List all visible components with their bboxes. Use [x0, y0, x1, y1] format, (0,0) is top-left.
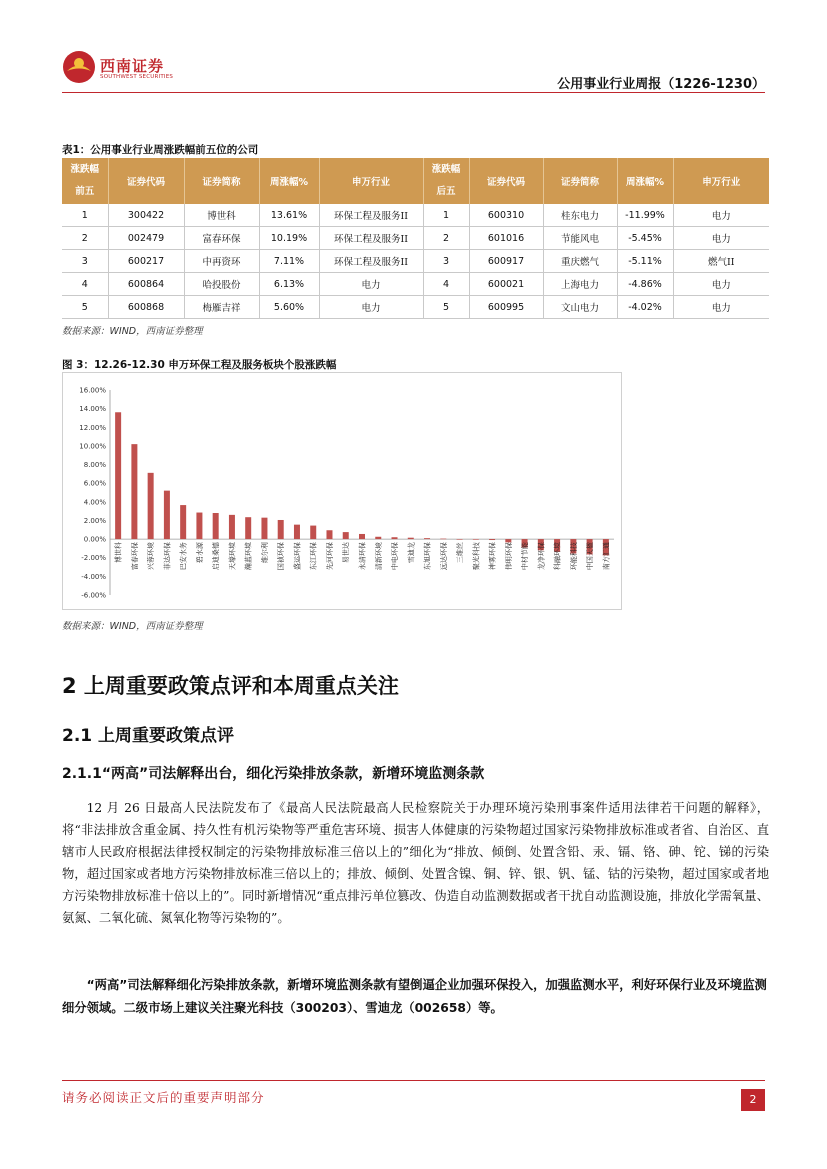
table-cell: 4 — [62, 273, 108, 296]
table-cell: 6.13% — [259, 273, 319, 296]
x-tick-label: 中材节能 — [521, 542, 530, 571]
bar — [261, 518, 267, 539]
x-tick-label: 三维丝 — [456, 542, 465, 564]
table-cell: 5 — [423, 296, 469, 319]
y-tick-label: 8.00% — [83, 461, 106, 470]
bar — [294, 525, 300, 539]
body-paragraph: 12 月 26 日最高人民法院发布了《最高人民法院最高人民检察院关于办理环境污染刑事案件适用法律若干问题的解释》，将“非法排放含重金属、持久性有机污染物等严重危害环境、损害人体健康的污染物超过国家污染物排放标准或者省、自治区、直辖市人民政府根据法律授权制定的污染物排放标准三倍以上的”细化为“排放、倾倒、处置含铅、汞、镉、铬、砷、铊、锑的污染物，超过国家或者地方污染物排放标准三倍以上的；排放、倾倒、处置含镍、铜、锌、银、钒、锰、钴的污染物，超过国家或者地方污染物排放标准十倍以上的”。同时新增情况“重点排污单位篡改、伪造自动监测数据或者干扰自动监测设施，排放化学需氧量、氨氮、二氧化硫、氮氧化物等污染物的”。 — [62, 801, 769, 925]
col-header: 周涨幅% — [259, 158, 319, 204]
bar — [343, 532, 349, 539]
bar — [148, 473, 154, 539]
table-cell: 601016 — [469, 227, 543, 250]
table-cell: 环保工程及服务II — [319, 250, 423, 273]
bar — [278, 520, 284, 539]
y-tick-label: 6.00% — [83, 479, 106, 488]
table-cell: 文山电力 — [543, 296, 617, 319]
x-tick-label: 伟明环保 — [504, 542, 513, 571]
bar — [505, 539, 511, 542]
col-header: 证券代码 — [108, 158, 184, 204]
x-tick-label: 永清环保 — [358, 542, 367, 571]
y-tick-label: 16.00% — [79, 386, 106, 395]
y-tick-label: 4.00% — [83, 498, 106, 507]
table-cell: 4 — [423, 273, 469, 296]
x-tick-label: 科融环境 — [553, 542, 562, 571]
table-row — [62, 296, 769, 319]
table-header-row — [62, 158, 769, 204]
subsubsection-heading: 2.1.1“两高”司法解释出台，细化污染排放条款，新增环境监测条款 — [62, 766, 485, 782]
table-cell: -4.86% — [617, 273, 673, 296]
bar — [229, 515, 235, 539]
table-cell: 600995 — [469, 296, 543, 319]
table-row — [62, 204, 769, 227]
x-tick-label: 维尔利 — [260, 542, 269, 564]
brand-name: 西南证券 — [100, 57, 165, 75]
table-cell: 环保工程及服务II — [319, 227, 423, 250]
col-header: 申万行业 — [673, 158, 769, 204]
table-cell: 5 — [62, 296, 108, 319]
bar — [392, 537, 398, 539]
table-cell: 富春环保 — [184, 227, 259, 250]
x-tick-label: 博世科 — [114, 542, 123, 564]
report-title: 公用事业行业周报（1226-1230） — [557, 77, 765, 92]
table-cell: 电力 — [673, 227, 769, 250]
bar — [440, 539, 446, 540]
table-row — [62, 273, 769, 296]
bar — [457, 539, 463, 540]
x-tick-label: 国祯环保 — [277, 542, 286, 571]
table-cell: 电力 — [319, 296, 423, 319]
col-header: 涨跌幅后五 — [423, 158, 469, 204]
table-cell: -5.11% — [617, 250, 673, 273]
table-cell: 中再资环 — [184, 250, 259, 273]
page-number: 2 — [741, 1089, 765, 1111]
y-tick-label: -4.00% — [81, 572, 106, 581]
bar — [489, 539, 495, 540]
x-tick-label: 神雾环保 — [488, 542, 497, 571]
table-cell: -11.99% — [617, 204, 673, 227]
x-tick-label: 先河环保 — [325, 542, 334, 571]
table-cell: 300422 — [108, 204, 184, 227]
table-cell: 电力 — [673, 296, 769, 319]
table-cell: 7.11% — [259, 250, 319, 273]
table-row — [62, 250, 769, 273]
col-header: 证券简称 — [543, 158, 617, 204]
x-tick-label: 东旭环保 — [423, 542, 432, 571]
col-header: 申万行业 — [319, 158, 423, 204]
brand-name-en: SOUTHWEST SECURITIES — [100, 74, 174, 80]
col-header: 证券简称 — [184, 158, 259, 204]
bar — [180, 505, 186, 539]
bar — [115, 412, 121, 539]
x-tick-label: 环能科技 — [569, 542, 578, 571]
x-tick-label: 启迪桑德 — [212, 542, 221, 571]
x-tick-label: 南方汇通 — [602, 542, 611, 571]
table-cell: -4.02% — [617, 296, 673, 319]
x-tick-label: 碧水源 — [195, 542, 204, 564]
table-cell: 桂东电力 — [543, 204, 617, 227]
table-cell: 节能风电 — [543, 227, 617, 250]
chart-caption: 图 3：12.26-12.30 申万环保工程及服务板块个股涨跌幅 — [62, 359, 337, 371]
bar — [473, 539, 479, 540]
col-header: 涨跌幅前五 — [62, 158, 108, 204]
x-tick-label: 远达环保 — [439, 542, 448, 571]
table-cell: 电力 — [319, 273, 423, 296]
x-tick-label: 瀚蓝环境 — [244, 542, 253, 571]
x-tick-label: 中国天楹 — [586, 542, 595, 571]
stock-change-bar-chart — [62, 372, 622, 610]
y-tick-label: 10.00% — [79, 442, 106, 451]
chart-frame — [63, 373, 622, 610]
table-cell: 10.19% — [259, 227, 319, 250]
chart-source: 数据来源：WIND，西南证券整理 — [62, 621, 203, 632]
disclaimer-notice: 请务必阅读正文后的重要声明部分 — [62, 1090, 265, 1105]
table-cell: 600217 — [108, 250, 184, 273]
x-tick-label: 菲达环保 — [163, 542, 172, 571]
table-cell: 002479 — [108, 227, 184, 250]
table-cell: -5.45% — [617, 227, 673, 250]
table-cell: 博世科 — [184, 204, 259, 227]
bar — [310, 526, 316, 540]
bar — [131, 444, 137, 539]
col-header: 证券代码 — [469, 158, 543, 204]
y-tick-label: -2.00% — [81, 554, 106, 563]
logo-mark-icon — [62, 50, 96, 84]
x-tick-label: 盛运环保 — [293, 542, 302, 571]
y-tick-label: 14.00% — [79, 405, 106, 414]
x-tick-label: 聚光科技 — [472, 542, 481, 571]
y-tick-label: 2.00% — [83, 516, 106, 525]
bar — [359, 534, 365, 539]
table-cell: 600310 — [469, 204, 543, 227]
table-cell: 电力 — [673, 273, 769, 296]
table-cell: 1 — [423, 204, 469, 227]
conclusion-paragraph: “两高”司法解释细化污染排放条款，新增环境监测条款有望倒逼企业加强环保投入，加强监测水平，利好环保行业及环境监测细分领域。二级市场上建议关注聚光科技（300203）、雪迪龙（002658）等。 — [62, 978, 767, 1015]
table-row — [62, 227, 769, 250]
x-tick-label: 富春环保 — [130, 542, 139, 571]
bar — [375, 537, 381, 539]
table-cell: 600021 — [469, 273, 543, 296]
table-cell: 重庆燃气 — [543, 250, 617, 273]
col-header: 周涨幅% — [617, 158, 673, 204]
table-cell: 600864 — [108, 273, 184, 296]
table-cell: 3 — [62, 250, 108, 273]
table-cell: 2 — [62, 227, 108, 250]
table-caption: 表1：公用事业行业周涨跌幅前五位的公司 — [62, 144, 259, 156]
y-tick-label: 0.00% — [83, 535, 106, 544]
table-cell: 1 — [62, 204, 108, 227]
table-cell: 2 — [423, 227, 469, 250]
x-tick-label: 中电环保 — [391, 542, 400, 571]
table-cell: 3 — [423, 250, 469, 273]
table-cell: 燃气II — [673, 250, 769, 273]
bar — [213, 513, 219, 539]
footer-divider — [62, 1080, 765, 1081]
x-tick-label: 龙净环保 — [537, 542, 546, 571]
table-cell: 电力 — [673, 204, 769, 227]
table-cell: 600917 — [469, 250, 543, 273]
x-tick-label: 天壕环境 — [228, 542, 237, 571]
x-tick-label: 东江环保 — [309, 542, 318, 571]
bar — [245, 517, 251, 539]
table-cell: 600868 — [108, 296, 184, 319]
top-bottom-five-table — [62, 158, 769, 319]
subsection-heading: 2.1 上周重要政策点评 — [62, 726, 235, 746]
header-divider — [62, 92, 765, 93]
bar — [424, 538, 430, 539]
bar — [326, 530, 332, 539]
x-tick-label: 巴安水务 — [179, 542, 188, 571]
table-cell: 环保工程及服务II — [319, 204, 423, 227]
table-cell: 哈投股份 — [184, 273, 259, 296]
table-cell: 上海电力 — [543, 273, 617, 296]
table-cell: 梅雁吉祥 — [184, 296, 259, 319]
x-tick-label: 雪迪龙 — [407, 542, 416, 564]
y-tick-label: -6.00% — [81, 591, 106, 600]
bar — [196, 513, 202, 540]
table-source: 数据来源：WIND，西南证券整理 — [62, 326, 203, 337]
table-cell: 5.60% — [259, 296, 319, 319]
x-tick-label: 清新环境 — [374, 542, 383, 571]
x-tick-label: 易世达 — [342, 542, 351, 564]
bar — [408, 538, 414, 539]
section-heading: 2 上周重要政策点评和本周重点关注 — [62, 674, 399, 698]
y-tick-label: 12.00% — [79, 423, 106, 432]
bar — [164, 491, 170, 539]
x-tick-label: 兴蓉环境 — [147, 542, 156, 571]
table-cell: 13.61% — [259, 204, 319, 227]
